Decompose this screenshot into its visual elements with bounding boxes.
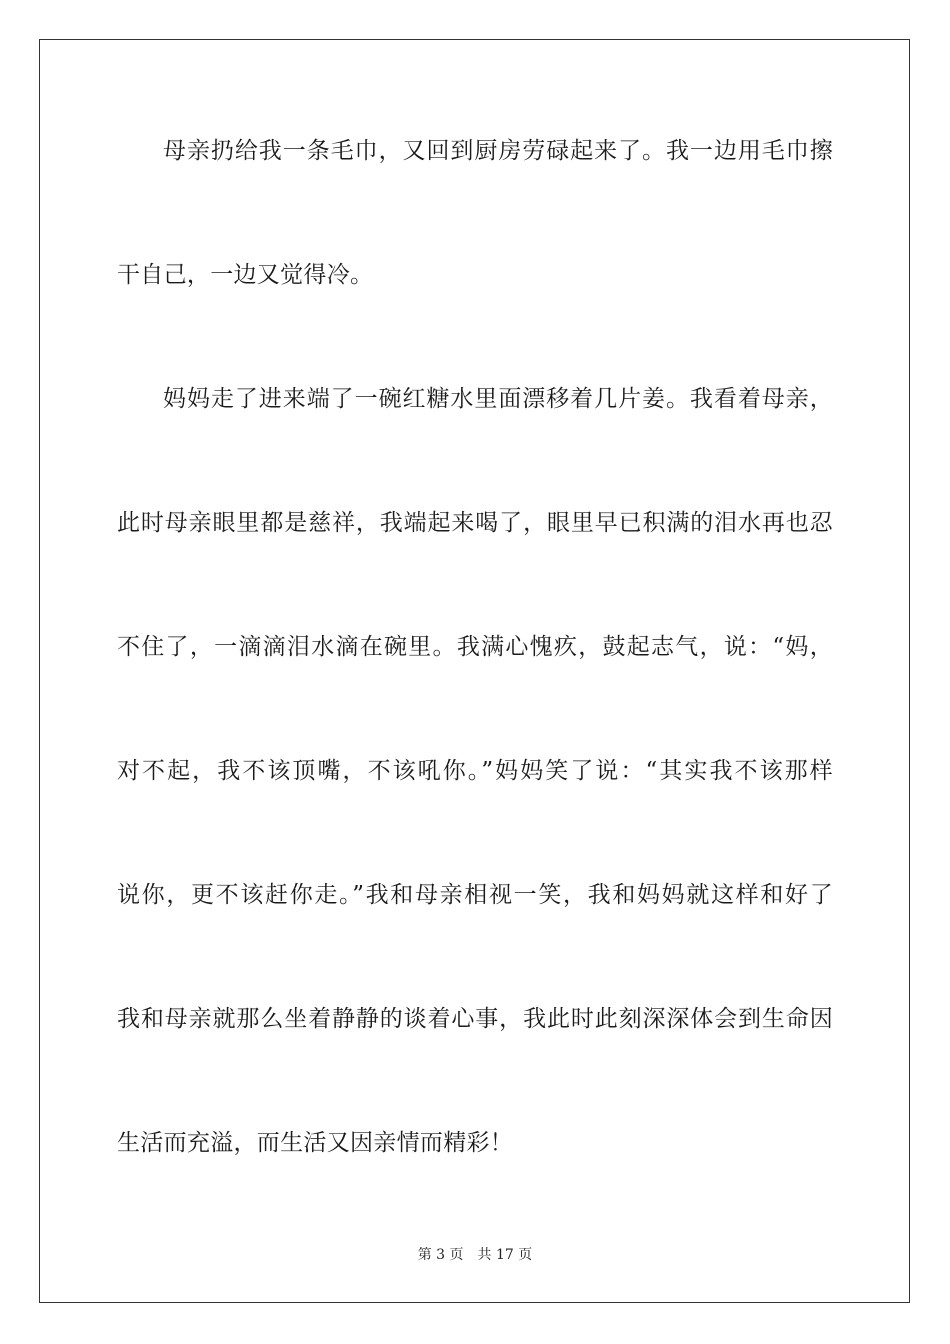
paragraph-2-line-5: 说你，更不该赶你走。”我和母亲相视一笑，我和妈妈就这样和好了 (117, 882, 833, 908)
paragraph-1-line-2: 干自己，一边又觉得冷。 (117, 262, 374, 288)
paragraph-3-line-2: 生活而充溢，而生活又因亲情而精彩！ (117, 1130, 514, 1156)
paragraph-2-line-3: 不住了，一滴滴泪水滴在碗里。我满心愧疚，鼓起志气，说：“妈， (117, 634, 833, 660)
paragraph-2-line-4: 对不起，我不该顶嘴，不该吼你。”妈妈笑了说：“其实我不该那样 (117, 758, 833, 784)
paragraph-2-line-1: 妈妈走了进来端了一碗红糖水里面漂移着几片姜。我看着母亲， (163, 386, 833, 412)
page-border (39, 39, 910, 1303)
page-footer (0, 1246, 950, 1264)
page-number: 第 3 页 (417, 1247, 464, 1263)
paragraph-3-line-1: 我和母亲就那么坐着静静的谈着心事，我此时此刻深深体会到生命因 (117, 1006, 833, 1032)
page-total: 共 17 页 (477, 1247, 533, 1263)
paragraph-1-line-1: 母亲扔给我一条毛巾，又回到厨房劳碌起来了。我一边用毛巾擦 (163, 138, 833, 164)
paragraph-2-line-2: 此时母亲眼里都是慈祥，我端起来喝了，眼里早已积满的泪水再也忍 (117, 510, 833, 536)
